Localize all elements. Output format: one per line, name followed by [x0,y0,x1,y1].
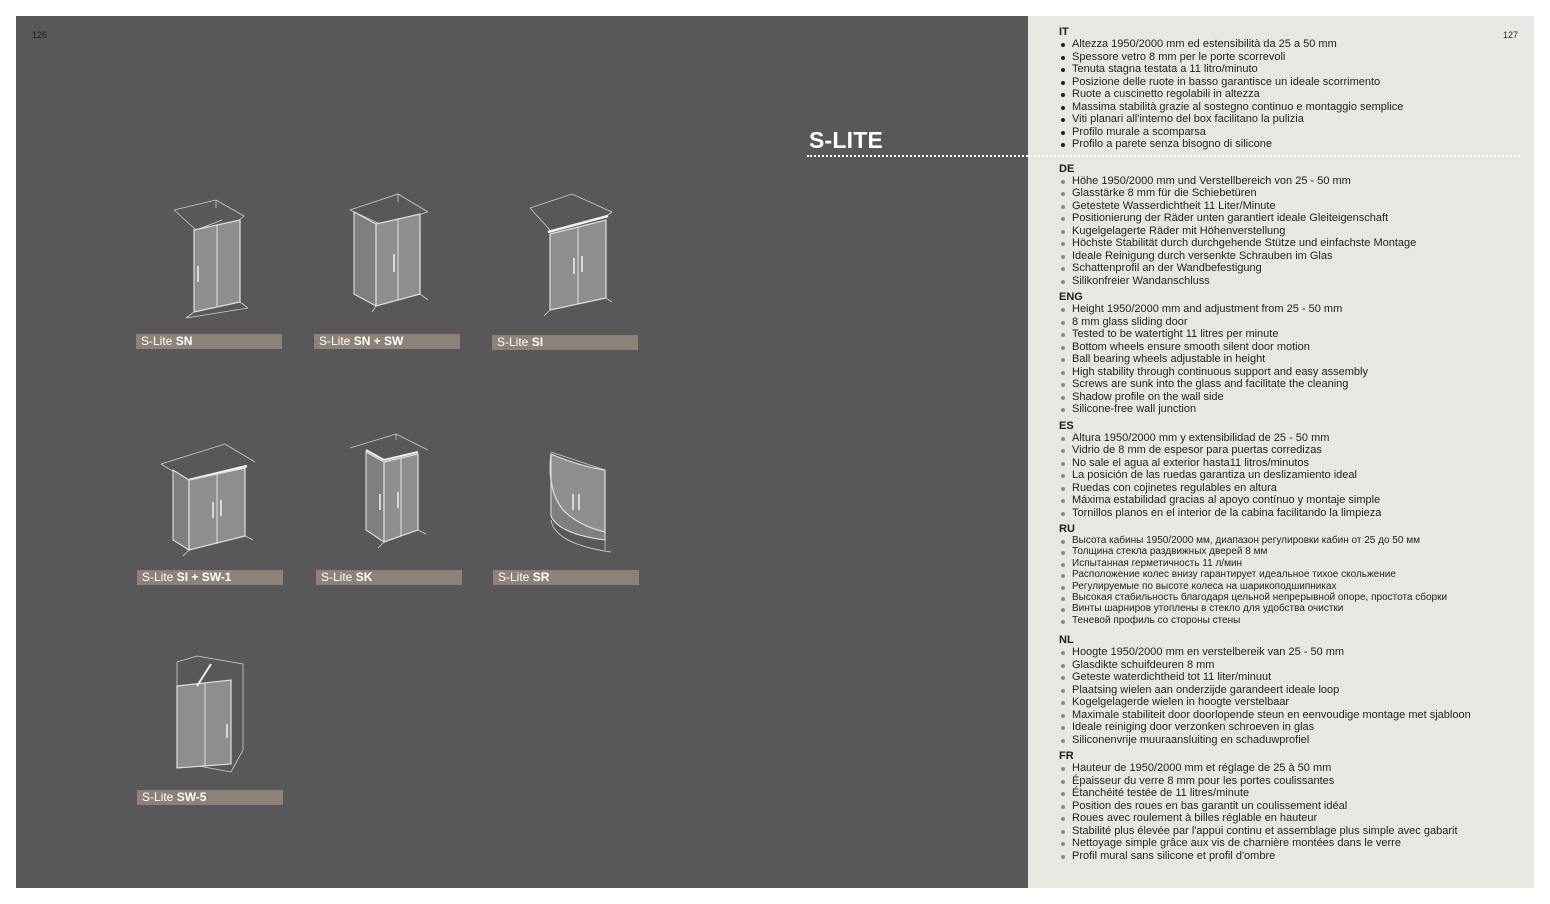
spec-item: Hauteur de 1950/2000 mm et réglage de 25 à 50 mm [1059,762,1529,775]
spec-item: Tested to be watertight 11 litres per minute [1059,328,1529,341]
spec-item: Shadow profile on the wall side [1059,391,1529,404]
lang-heading-nl: NL [1059,634,1074,647]
spec-item: Tenuta stagna testata a 11 litro/minuto [1059,63,1529,76]
spec-item: High stability through continuous support and easy assembly [1059,366,1529,379]
spec-item: Регулируемые по высоте колеса на шарикоподшипниках [1059,581,1529,592]
label-model: SW-5 [176,790,207,804]
shower-si-icon [492,190,638,325]
product-sk-drawing [316,430,462,565]
lang-heading-de: DE [1059,162,1075,175]
label-prefix: S-Lite [498,570,533,584]
spec-item: Hoogte 1950/2000 mm en verstelbereik van 25 - 50 mm [1059,646,1529,659]
spec-item: Spessore vetro 8 mm per le porte scorrevoli [1059,51,1529,64]
label-model: SR [532,570,550,584]
spec-item: Высота кабины 1950/2000 мм, диапазон регулировки кабин от 25 до 50 мм [1059,535,1529,546]
spec-item: Vidrio de 8 mm de espesor para puertas corredizas [1059,444,1529,457]
lang-heading-es: ES [1059,419,1074,432]
label-prefix: S-Lite [142,570,177,584]
label-model: SK [355,570,373,584]
spec-item: Massima stabilità grazie al sostegno continuo e montaggio semplice [1059,101,1529,114]
shower-sn-sw-icon [314,188,460,323]
spec-item: La posición de las ruedas garantiza un deslizamiento ideal [1059,469,1529,482]
spec-item: Screws are sunk into the glass and facilitate the cleaning [1059,378,1529,391]
product-label [137,790,283,805]
spec-item: Glasdikte schuifdeuren 8 mm [1059,659,1529,672]
spec-item: Толщина стекла раздвижных дверей 8 мм [1059,546,1529,557]
spec-item: Height 1950/2000 mm and adjustment from 25 - 50 mm [1059,303,1529,316]
label-prefix: S-Lite [142,790,177,804]
spec-item: Tornillos planos en el interior de la cabina facilitando la limpieza [1059,507,1529,520]
spec-list-it [1059,38,1529,151]
spec-item: Silikonfreier Wandanschluss [1059,275,1529,288]
spec-item: Altezza 1950/2000 mm ed estensibilità da 25 a 50 mm [1059,38,1529,51]
spec-item: Kogelgelagerde wielen in hoogte verstelbaar [1059,696,1529,709]
spec-item: Plaatsing wielen aan onderzijde garandeert ideale loop [1059,684,1529,697]
spec-list-nl [1059,646,1529,746]
specs-column [1059,26,1529,866]
spec-item: Silicone-free wall junction [1059,403,1529,416]
label-prefix: S-Lite [497,335,532,349]
spec-item: Испытанная герметичность 11 л/мин [1059,558,1529,569]
page-number-right: 127 [1502,30,1518,40]
spec-item: Kugelgelagerte Räder mit Höhenverstellung [1059,225,1529,238]
spec-item: Geteste waterdichtheid tot 11 liter/minuut [1059,671,1529,684]
spec-item: Ruedas con cojinetes regulables en altura [1059,482,1529,495]
spec-item: Étanchéité testée de 11 litres/minute [1059,787,1529,800]
spec-item: Máxima estabilidad gracias al apoyo contínuo y montaje simple [1059,494,1529,507]
spec-list-ru [1059,535,1529,626]
product-si-sw1-drawing [137,436,283,566]
spec-item: No sale el agua al exterior hasta11 litros/minutos [1059,457,1529,470]
shower-si-sw1-icon [137,436,283,566]
spec-item: Bottom wheels ensure smooth silent door motion [1059,341,1529,354]
spec-item: Ideale Reinigung durch versenkte Schrauben im Glas [1059,250,1529,263]
spec-list-es [1059,432,1529,520]
product-label [316,570,462,585]
page-number-left: 126 [32,30,48,40]
shower-sr-icon [493,440,639,565]
spec-item: Винты шарниров утоплены в стекло для удобства очистки [1059,603,1529,614]
spec-item: Posizione delle ruote in basso garantisce un ideale scorrimento [1059,76,1529,89]
label-model: SI + SW-1 [176,570,232,584]
label-model: SI [531,335,544,349]
spec-item: Stabilité plus élevée par l'appui continu et assemblage plus simple avec gabarit [1059,825,1529,838]
spec-item: Altura 1950/2000 mm y extensibilidad de 25 - 50 mm [1059,432,1529,445]
product-label [137,570,283,585]
spec-item: Höhe 1950/2000 mm und Verstellbereich von 25 - 50 mm [1059,175,1529,188]
label-model: SN [175,334,193,348]
spec-item: Roues avec roulement à billes réglable en hauteur [1059,812,1529,825]
product-label [314,334,460,349]
label-model: SN + SW [353,334,404,348]
page-title: S-LITE [809,127,884,153]
label-prefix: S-Lite [321,570,356,584]
product-label [493,570,639,585]
product-sr-drawing [493,440,639,565]
spec-item: Épaisseur du verre 8 mm pour les portes coulissantes [1059,775,1529,788]
spec-item: Ideale reiniging door verzonken schroeven in glas [1059,721,1529,734]
shower-sn-icon [136,190,282,325]
spec-item: Maximale stabiliteit door doorlopende steun en eenvoudige montage met sjabloon [1059,709,1529,722]
label-prefix: S-Lite [141,334,176,348]
spec-item: Высокая стабильность благодаря цельной непрерывной опоре, простота сборки [1059,592,1529,603]
spec-item: Position des roues en bas garantit un coulissement idéal [1059,800,1529,813]
spec-item: Höchste Stabilität durch durchgehende Stütze und einfachste Montage [1059,237,1529,250]
label-prefix: S-Lite [319,334,354,348]
spec-item: Schattenprofil an der Wandbefestigung [1059,262,1529,275]
spec-item: Nettoyage simple grâce aux vis de charnière montées dans le verre [1059,837,1529,850]
spec-list-de [1059,175,1529,288]
product-label [492,335,638,350]
spec-item: Glasstärke 8 mm für die Schiebetüren [1059,187,1529,200]
spec-item: Profil mural sans silicone et profil d'ombre [1059,850,1529,863]
spec-item: 8 mm glass sliding door [1059,316,1529,329]
shower-sk-icon [316,430,462,565]
lang-heading-ru: RU [1059,523,1075,535]
product-sw5-drawing [137,650,283,780]
product-sn-sw-drawing [314,188,460,323]
spec-item: Viti planari all'interno del box facilitano la pulizia [1059,113,1529,126]
spec-item: Profilo murale a scomparsa [1059,126,1529,139]
spec-item: Расположение колес внизу гарантирует идеальное тихое скольжение [1059,569,1529,580]
spec-item: Profilo a parete senza bisogno di silicone [1059,138,1529,151]
spec-item: Теневой профиль со стороны стены [1059,615,1529,626]
product-sn-drawing [136,190,282,325]
lang-heading-fr: FR [1059,750,1074,763]
lang-heading-it: IT [1059,26,1069,38]
spec-list-eng [1059,303,1529,416]
lang-heading-eng: ENG [1059,291,1083,303]
spec-item: Siliconenvrije muuraansluiting en schaduwprofiel [1059,734,1529,747]
product-si-drawing [492,190,638,325]
spec-item: Positionierung der Räder unten garantiert ideale Gleiteigenschaft [1059,212,1529,225]
spec-list-fr [1059,762,1529,862]
shower-sw5-icon [137,650,283,780]
spec-item: Ball bearing wheels adjustable in height [1059,353,1529,366]
spec-item: Ruote a cuscinetto regolabili in altezza [1059,88,1529,101]
product-label [136,334,282,349]
spec-item: Getestete Wasserdichtheit 11 Liter/Minute [1059,200,1529,213]
